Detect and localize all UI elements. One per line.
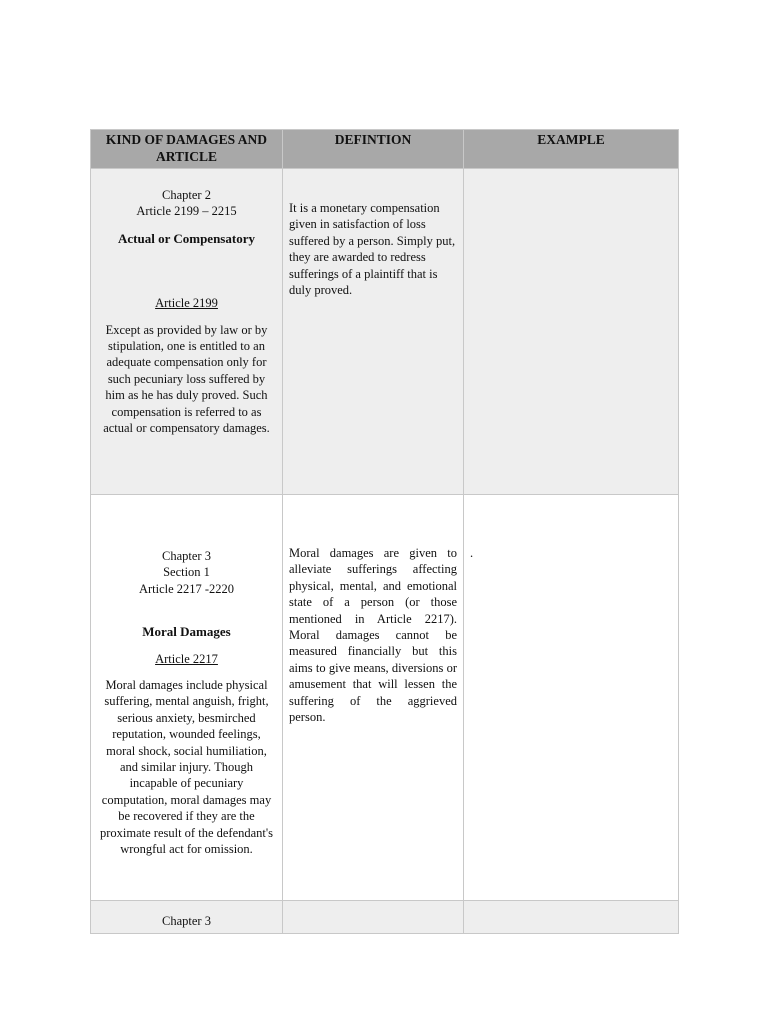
section-label: Section 1 — [163, 565, 210, 580]
table-row — [91, 169, 679, 495]
article-range: Article 2199 – 2215 — [136, 204, 237, 219]
table-header-row — [91, 130, 679, 169]
article-reference: Article 2217 — [155, 651, 218, 666]
example-cell — [464, 169, 679, 495]
kind-cell — [91, 901, 283, 934]
kind-cell — [91, 169, 283, 495]
example-cell — [464, 901, 679, 934]
damage-title: Moral Damages — [142, 624, 231, 640]
definition-cell — [283, 901, 464, 934]
header-kind: KIND OF DAMAGES AND ARTICLE — [91, 130, 283, 169]
damage-title: Actual or Compensatory — [118, 230, 255, 246]
header-definition: DEFINTION — [283, 130, 464, 169]
chapter-label: Chapter 3 — [162, 914, 211, 928]
definition-text: It is a monetary compensation given in satisfaction of loss suffered by a person. Simply put, they are awarded to redress sufferings of a plaintiff that is duly proved. — [289, 201, 456, 298]
definition-cell — [283, 169, 464, 495]
definition-cell — [283, 495, 464, 901]
table-row — [91, 495, 679, 901]
example-text: . — [470, 546, 474, 560]
definition-text: Moral damages are given to alleviate sufferings affecting physical, mental, and emotional state of a person (or those mentioned in Article 2217). Moral damages cannot be measured financially but this aims to give means, diversions or amusement that will lessen the suffering of the aggrieved person. — [289, 546, 457, 725]
chapter-label: Chapter 3 — [162, 549, 211, 563]
example-cell — [464, 495, 679, 901]
article-text: Moral damages include physical suffering, mental anguish, fright, serious anxiety, besmirched reputation, wounded feelings, moral shock, social humiliation, and similar injury. Though incapable of pecuniary computation, moral damages may be recovered if they are the proximate result of the defendant's wrongful act for omission. — [99, 678, 274, 857]
damages-table — [90, 129, 679, 934]
chapter-label: Chapter 2 — [162, 188, 211, 202]
article-text: Except as provided by law or by stipulation, one is entitled to an adequate compensation only for such pecuniary loss suffered by him as he has duly proved. Such compensation is referred to as actual or compensatory damages. — [103, 322, 270, 436]
table-row — [91, 901, 679, 934]
header-example: EXAMPLE — [464, 130, 679, 169]
article-range: Article 2217 -2220 — [138, 581, 235, 596]
kind-cell — [91, 495, 283, 901]
article-reference: Article 2199 — [155, 296, 218, 311]
